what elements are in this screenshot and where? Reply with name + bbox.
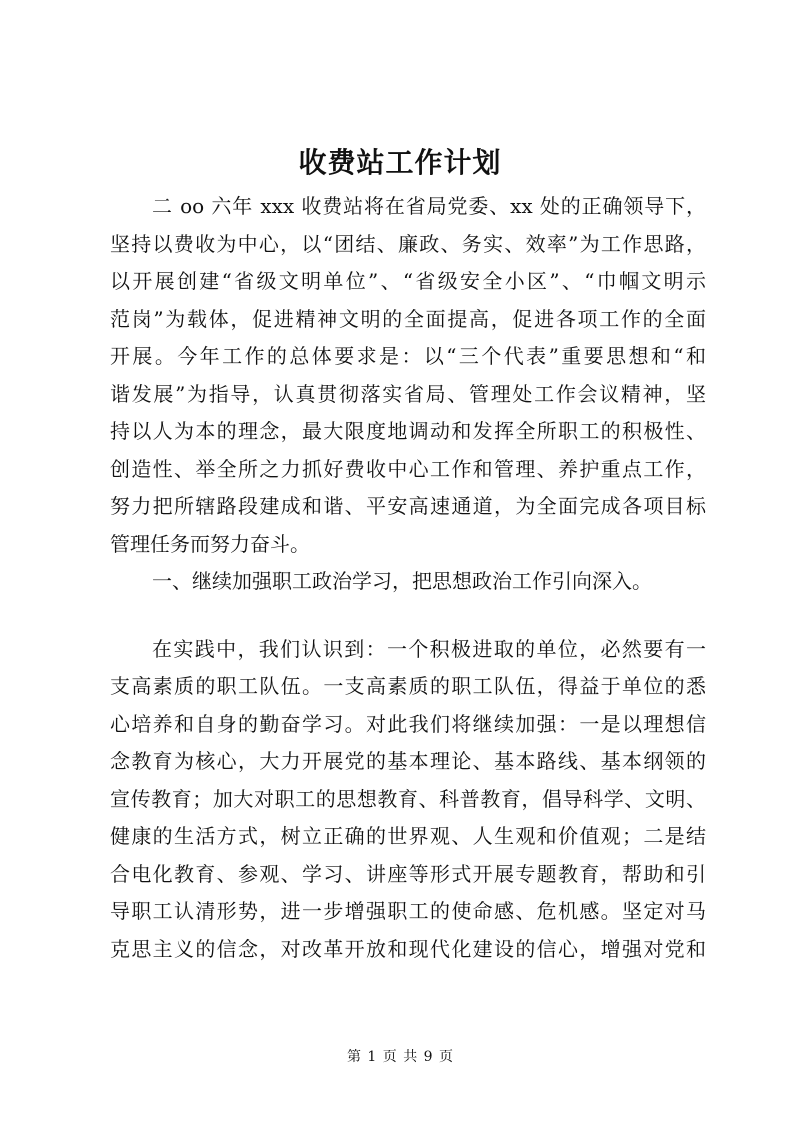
text-line: 范岗”为载体，促进精神文明的全面提高，促进各项工作的全面 [110, 306, 706, 331]
page-number: 第 1 页 共 9 页 [346, 1049, 454, 1065]
text-line: 健康的生活方式，树立正确的世界观、人生观和价值观；二是结 [110, 824, 706, 848]
text-line: 支高素质的职工队伍。一支高素质的职工队伍，得益于单位的悉 [110, 674, 706, 698]
text-line: 以开展创建“省级文明单位”、“省级安全小区”、“巾帼文明示 [110, 269, 706, 293]
text-line: 念教育为核心，大力开展党的基本理论、基本路线、基本纲领的 [110, 749, 706, 773]
paragraph-intro [110, 188, 706, 563]
text-line: 克思主义的信念，对改革开放和现代化建设的信心，增强对党和 [110, 936, 706, 961]
document-body [110, 188, 706, 968]
text-line: 在实践中，我们认识到：一个积极进取的单位，必然要有一 [152, 636, 706, 661]
text-line: 二 oo 六年 xxx 收费站将在省局党委、xx 处的正确领导下， [152, 194, 706, 218]
text-line: 创造性、举全所之力抓好费收中心工作和管理、养护重点工作， [110, 456, 706, 481]
text-line: 心培养和自身的勤奋学习。对此我们将继续加强：一是以理想信 [110, 711, 706, 736]
text-line: 合电化教育、参观、学习、讲座等形式开展专题教育，帮助和引 [110, 861, 706, 886]
paragraph-section-1 [110, 631, 706, 969]
text-line: 坚持以费收为中心，以“团结、廉政、务实、效率”为工作思路， [110, 231, 706, 256]
text-line: 谐发展”为指导，认真贯彻落实省局、管理处工作会议精神，坚 [110, 381, 706, 406]
section-heading-1 [110, 563, 706, 601]
text-line: 宣传教育；加大对职工的思想教育、科普教育，倡导科学、文明、 [110, 786, 706, 811]
section-heading-text: 一、继续加强职工政治学习，把思想政治工作引向深入。 [152, 569, 652, 593]
document-title: 收费站工作计划 [298, 146, 502, 179]
text-line: 努力把所辖路段建成和谐、平安高速通道，为全面完成各项目标 [110, 494, 706, 518]
text-line: 导职工认清形势，进一步增强职工的使命感、危机感。坚定对马 [110, 899, 706, 923]
text-line: 持以人为本的理念，最大限度地调动和发挥全所职工的积极性、 [110, 419, 706, 443]
text-line: 管理任务而努力奋斗。 [110, 531, 310, 556]
text-line: 开展。今年工作的总体要求是：以“三个代表”重要思想和“和 [110, 344, 706, 368]
